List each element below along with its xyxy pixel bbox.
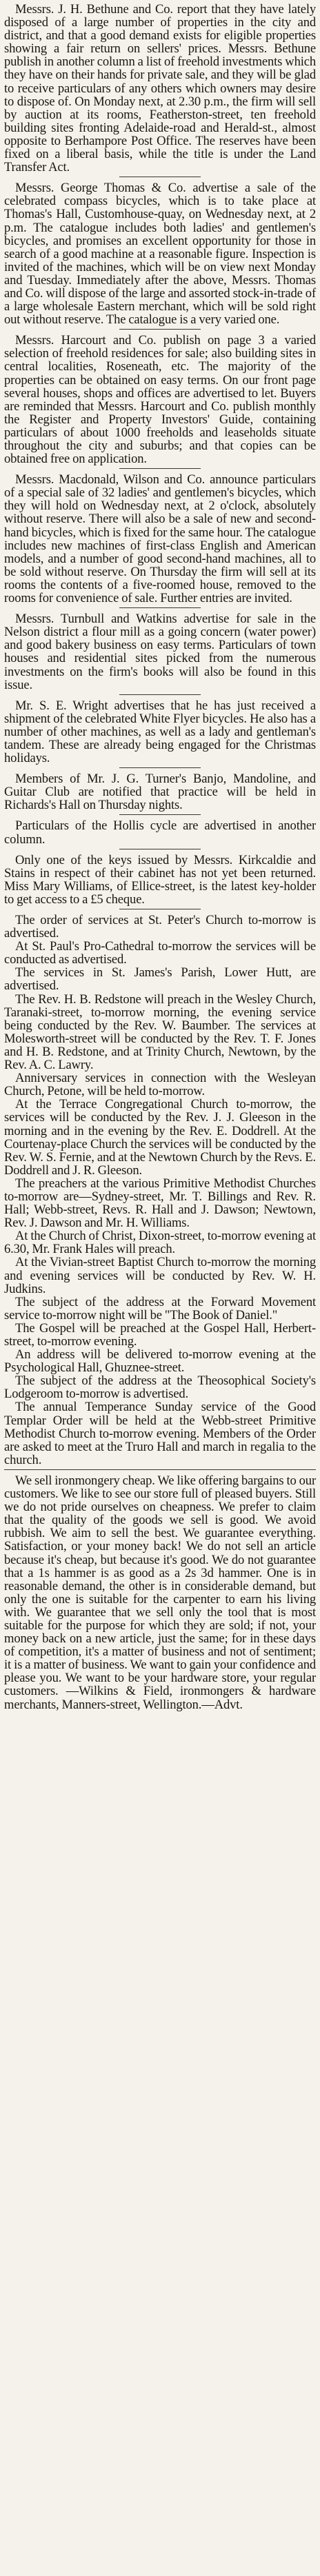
- column-divider: [119, 767, 201, 768]
- section-divider: [4, 1469, 316, 1470]
- column-divider: [119, 607, 201, 608]
- paragraph-church-of-christ: At the Church of Christ, Dixon-street, to-morrow evening at 6.30, Mr. Frank Hales will preach.: [4, 1229, 316, 1257]
- paragraph-turner-club: Members of Mr. J. G. Turner's Banjo, Mandoline, and Guitar Club are notified that practice will be held in Richards's Hall on Thursday nights.: [4, 772, 316, 813]
- column-divider: [119, 329, 201, 330]
- paragraph-terrace: At the Terrace Congregational Church to-morrow, the services will be conducted by the Rev. J. J. Gleeson in the morning and in the evening by the Rev. E. Doddrell. At the Courtenay-place Church the services will be conducted by the Rev. W. S. Fernie, and at the Newtown Church by the Revs. E. Doddrell and J. R. Gleeson.: [4, 1097, 316, 1178]
- paragraph-st-james: The services in St. James's Parish, Lower Hutt, are advertised.: [4, 965, 316, 994]
- advertisement-text: We sell ironmongery cheap. We like offering bargains to our customers. We like to see our store full of pleased buyers. Still we do not pride ourselves on cheapness. We prefer to claim that the quality of the goods we sell is good. We avoid rubbish. We aim to sell the best. We guarantee everything. Satisfaction, or your money back! We do not sell an article because it's cheap, but because it's good. We do not guarantee that a 1s hammer is as good as a 2s 3d hammer. One is in reasonable demand, the other is in considerable demand, but only the one is suitable for the carpenter to earn his living with. We guarantee that we sell only the tool that is most suitable for the purpose for which they are sold; if not, your money back on a new article, just the same; for in these days of competition, it's a matter of business and not of sentiment; it is a matter of business. We want to gain your confidence and please you. We want to be your hardware store, your regular customers.: [4, 1473, 316, 1699]
- column-divider: [119, 814, 201, 815]
- paragraph-temperance: The annual Temperance Sunday service of the Good Templar Order will be held at the Webb-street Primitive Methodist Church to-morrow evening. Members of the Order are asked to meet at the Truro Hall and march in regalia to the church.: [4, 1400, 316, 1467]
- column-divider: [119, 468, 201, 469]
- paragraph-theosophical: The subject of the address at the Theosophical Society's Lodgeroom to-morrow is advertised.: [4, 1373, 316, 1402]
- paragraph-bethune: Messrs. J. H. Bethune and Co. report that they have lately disposed of a large number of properties in the city and district, and that a good demand exists for eligible properties showing a fair return on sellers' prices. Messrs. Bethune publish in another column a list of freehold investments which they have on their hands for private sale, and they will be glad to receive particulars of any others which owners may desire to dispose of. On Monday next, at 2.30 p.m., the firm will sell by auction at its rooms, Featherston-street, ten freehold building sites fronting Adelaide-road and Herald-st., almost opposite to Berhampore Post Office. The reserves have been fixed on a liberal basis, while the title is under the Land Transfer Act.: [4, 2, 316, 175]
- column-divider: [119, 694, 201, 695]
- advertisement-signature: —Wilkins & Field, ironmongers & hardware merchants, Manners-street, Wellington.—Advt.: [4, 1684, 316, 1712]
- newspaper-column: [4, 3, 316, 1711]
- paragraph-turnbull: Messrs. Turnbull and Watkins advertise for sale in the Nelson district a flour mill as a going concern (water power) and good bakery business on easy terms. Particulars of town houses and residential sites picked from the numerous investments on the firm's books will also be found in this issue.: [4, 612, 316, 692]
- paragraph-forward-movement: The subject of the address at the Forward Movement service to-morrow night will be "The Book of Daniel.": [4, 1294, 316, 1322]
- paragraph-psychological-hall: An address will be delivered to-morrow evening at the Psychological Hall, Ghuznee-street.: [4, 1347, 316, 1376]
- paragraph-kirkcaldie: Only one of the keys issued by Messrs. Kirkcaldie and Stains in respect of their cabinet has not yet been returned. Miss Mary Williams, of Ellice-street, is the latest key-holder to get access to a £5 cheque.: [4, 852, 316, 907]
- paragraph-thomas: Messrs. George Thomas & Co. advertise a sale of the celebrated compass bicycles, which is to take place at Thomas's Hall, Customhouse-quay, on Wednesday next, at 2 p.m. The catalogue includes both ladies' and gentlemen's bicycles, and promises an excellent opportunity for those in search of a good machine at a reasonable figure. Inspection is invited of the machines, which will be on view next Monday and Tuesday. Immediately after the above, Messrs. Thomas and Co. will dispose of the large and assorted stock-in-trade of a large wholesale Eastern merchant, which will be sold right out without reserve. The catalogue is a very varied one.: [4, 181, 316, 328]
- advertisement-ironmongery: [4, 1474, 316, 1711]
- paragraph-primitive: The preachers at the various Primitive Methodist Churches to-morrow are—Sydney-street, Mr. T. Billings and Rev. R. Hall; Webb-street, Revs. R. Hall and J. Dawson; Newtown, Rev. J. Dawson and Mr. H. Williams.: [4, 1176, 316, 1231]
- paragraph-st-peters: The order of services at St. Peter's Church to-morrow is advertised.: [4, 913, 316, 941]
- paragraph-st-pauls: At St. Paul's Pro-Cathedral to-morrow the services will be conducted as advertised.: [4, 939, 316, 967]
- paragraph-macdonald: Messrs. Macdonald, Wilson and Co. announce particulars of a special sale of 32 ladies' and gentlemen's bicycles, which they will hold on Wednesday next, at 2 o'clock, absolutely without reserve. There will also be a sale of new and second-hand bicycles, which is fixed for the same hour. The catalogue includes new machines of first-class English and American models, and a number of good second-hand machines, all to be sold without reserve. On Thursday the firm will sell at its rooms the contents of a five-roomed house, removed to the rooms for convenience of sale. Further entries are invited.: [4, 472, 316, 606]
- paragraph-harcourt: Messrs. Harcourt and Co. publish on page 3 a varied selection of freehold residences for sale; also building sites in central localities, Roseneath, etc. The majority of the properties can be obtained on easy terms. On our front page several houses, shops and offices are advertised to let. Buyers are reminded that Messrs. Harcourt and Co. publish monthly the Register and Property Investors' Guide, containing particulars of about 1000 freeholds and leaseholds situate throughout the city and suburbs; and that copies can be obtained free on application.: [4, 333, 316, 467]
- paragraph-petone: Anniversary services in connection with the Wesleyan Church, Petone, will be held to-morrow.: [4, 1071, 316, 1099]
- paragraph-gospel-hall: The Gospel will be preached at the Gospel Hall, Herbert-street, to-morrow evening.: [4, 1320, 316, 1349]
- paragraph-wesley: The Rev. H. B. Redstone will preach in the Wesley Church, Taranaki-street, to-morrow morning, the evening service being conducted by the Rev. W. Baumber. The services at Molesworth-street will be conducted by the Rev. T. F. Jones and H. B. Redstone, and at Trinity Church, Newtown, by the Rev. A. C. Lawry.: [4, 992, 316, 1073]
- paragraph-hollis: Particulars of the Hollis cycle are advertised in another column.: [4, 818, 316, 847]
- paragraph-baptist: At the Vivian-street Baptist Church to-morrow the morning and evening services will be conducted by Rev. W. H. Judkins.: [4, 1255, 316, 1296]
- paragraph-wright: Mr. S. E. Wright advertises that he has just received a shipment of the celebrated White Flyer bicycles. He also has a number of other machines, as well as a lady and gentleman's tandem. These are already being engaged for the Christmas holidays.: [4, 698, 316, 766]
